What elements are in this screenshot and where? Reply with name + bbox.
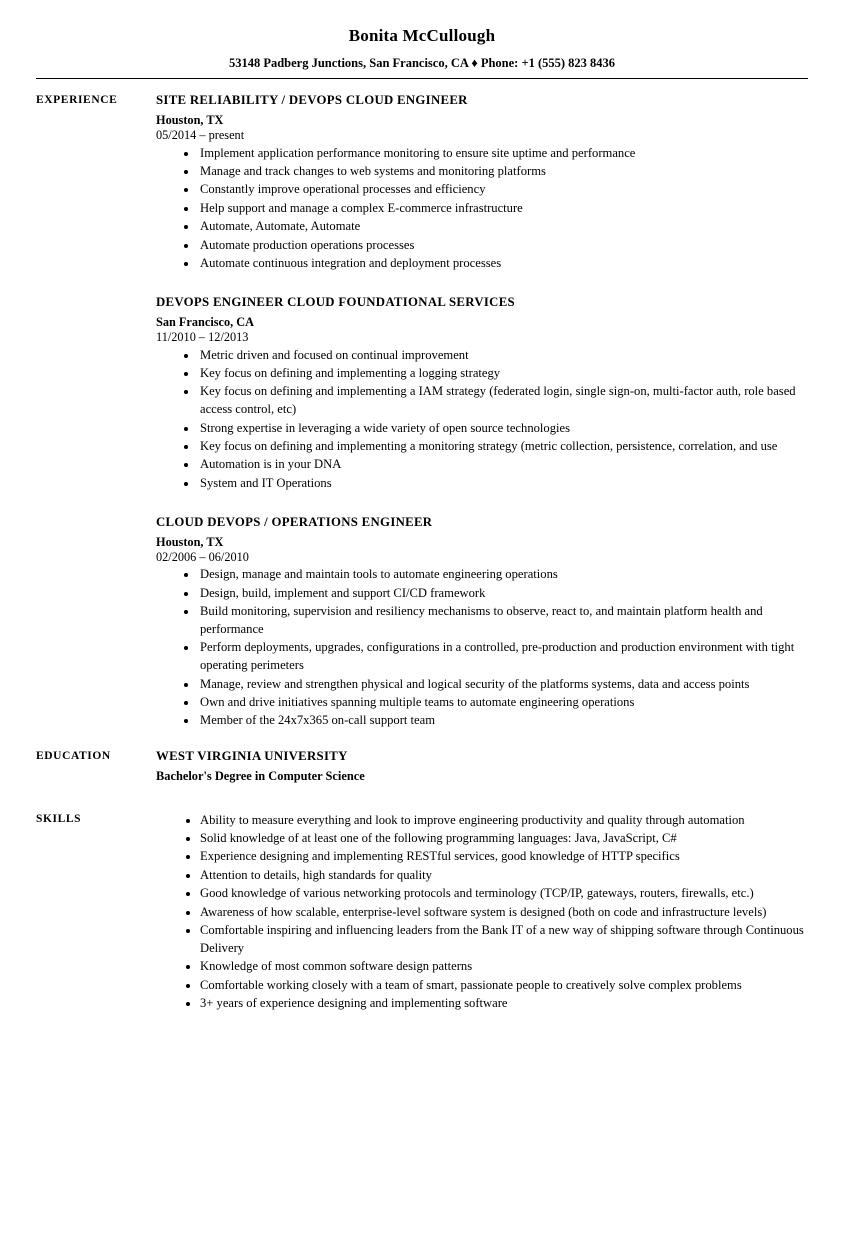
list-item: Automate production operations processes (156, 237, 808, 255)
header-divider (36, 78, 808, 79)
list-item: Implement application performance monitoring to ensure site uptime and performance (156, 145, 808, 163)
job-bullet-list (156, 566, 808, 730)
job-title: CLOUD DEVOPS / OPERATIONS ENGINEER (156, 514, 433, 529)
list-item: Own and drive initiatives spanning multiple teams to automate engineering operations (156, 694, 808, 712)
list-item: Design, build, implement and support CI/CD framework (156, 585, 808, 603)
job-bullet-list (156, 347, 808, 493)
list-item: Automation is in your DNA (156, 456, 808, 474)
skills-section (36, 812, 808, 1014)
education-school: WEST VIRGINIA UNIVERSITY (156, 748, 348, 763)
job-location: Houston, TX (156, 534, 224, 549)
list-item: Comfortable inspiring and influencing leaders from the Bank IT of a new way of shipping software through Continuous Delivery (156, 922, 808, 958)
list-item: 3+ years of experience designing and implementing software (156, 995, 808, 1013)
list-item: Key focus on defining and implementing a monitoring strategy (metric collection, persistence, correlation, and use (156, 438, 808, 456)
section-label-experience: EXPERIENCE (36, 94, 118, 106)
education-entry (156, 749, 808, 784)
list-item: Automate continuous integration and deployment processes (156, 255, 808, 273)
job-dates: 05/2014 – present (156, 128, 245, 143)
list-item: Member of the 24x7x365 on-call support team (156, 712, 808, 730)
list-item: Ability to measure everything and look to improve engineering productivity and quality through automation (156, 812, 808, 830)
list-item: System and IT Operations (156, 475, 808, 493)
experience-entries (156, 93, 808, 731)
candidate-name: Bonita McCullough (348, 26, 496, 45)
list-item: Attention to details, high standards for quality (156, 867, 808, 885)
experience-entry (156, 515, 808, 731)
list-item: Key focus on defining and implementing a IAM strategy (federated login, single sign-on, multi-factor auth, role based access control, etc) (156, 383, 808, 419)
list-item: Good knowledge of various networking protocols and terminology (TCP/IP, gateways, routers, firewalls, etc.) (156, 885, 808, 903)
education-degree: Bachelor's Degree in Computer Science (156, 768, 365, 783)
job-bullet-list (156, 145, 808, 273)
job-location: Houston, TX (156, 113, 224, 127)
list-item: Manage, review and strengthen physical and logical security of the platforms systems, data and access points (156, 676, 808, 694)
list-item: Perform deployments, upgrades, configurations in a controlled, pre-production and production environment with tight operating perimeters (156, 639, 808, 675)
job-title: SITE RELIABILITY / DEVOPS CLOUD ENGINEER (156, 93, 468, 107)
section-label-education: EDUCATION (36, 749, 111, 762)
list-item: Knowledge of most common software design patterns (156, 958, 808, 976)
list-item: Help support and manage a complex E-commerce infrastructure (156, 200, 808, 218)
list-item: Experience designing and implementing RESTful services, good knowledge of HTTP specifics (156, 848, 808, 866)
job-dates: 02/2006 – 06/2010 (156, 549, 249, 564)
experience-entry (156, 93, 808, 273)
education-section (36, 749, 808, 784)
list-item: Strong expertise in leveraging a wide variety of open source technologies (156, 420, 808, 438)
job-title: DEVOPS ENGINEER CLOUD FOUNDATIONAL SERVICES (156, 294, 515, 309)
list-item: Awareness of how scalable, enterprise-level software system is designed (both on code and infrastructure levels) (156, 904, 808, 922)
skills-bullet-list (156, 812, 808, 1013)
contact-line: 53148 Padberg Junctions, San Francisco, CA ♦ Phone: +1 (555) 823 8436 (228, 56, 616, 70)
list-item: Key focus on defining and implementing a logging strategy (156, 365, 808, 383)
list-item: Design, manage and maintain tools to automate engineering operations (156, 566, 808, 584)
list-item: Automate, Automate, Automate (156, 218, 808, 236)
section-label-skills: SKILLS (36, 812, 82, 825)
list-item: Build monitoring, supervision and resiliency mechanisms to observe, react to, and maintain platform health and performance (156, 603, 808, 639)
list-item: Constantly improve operational processes and efficiency (156, 181, 808, 199)
list-item: Comfortable working closely with a team of smart, passionate people to creatively solve complex problems (156, 977, 808, 995)
list-item: Manage and track changes to web systems and monitoring platforms (156, 163, 808, 181)
skills-entries (156, 812, 808, 1014)
list-item: Solid knowledge of at least one of the following programming languages: Java, JavaScript, C# (156, 830, 808, 848)
job-location: San Francisco, CA (156, 314, 255, 329)
experience-entry (156, 295, 808, 493)
experience-section (36, 93, 808, 731)
job-dates: 11/2010 – 12/2013 (156, 330, 249, 345)
list-item: Metric driven and focused on continual improvement (156, 347, 808, 365)
